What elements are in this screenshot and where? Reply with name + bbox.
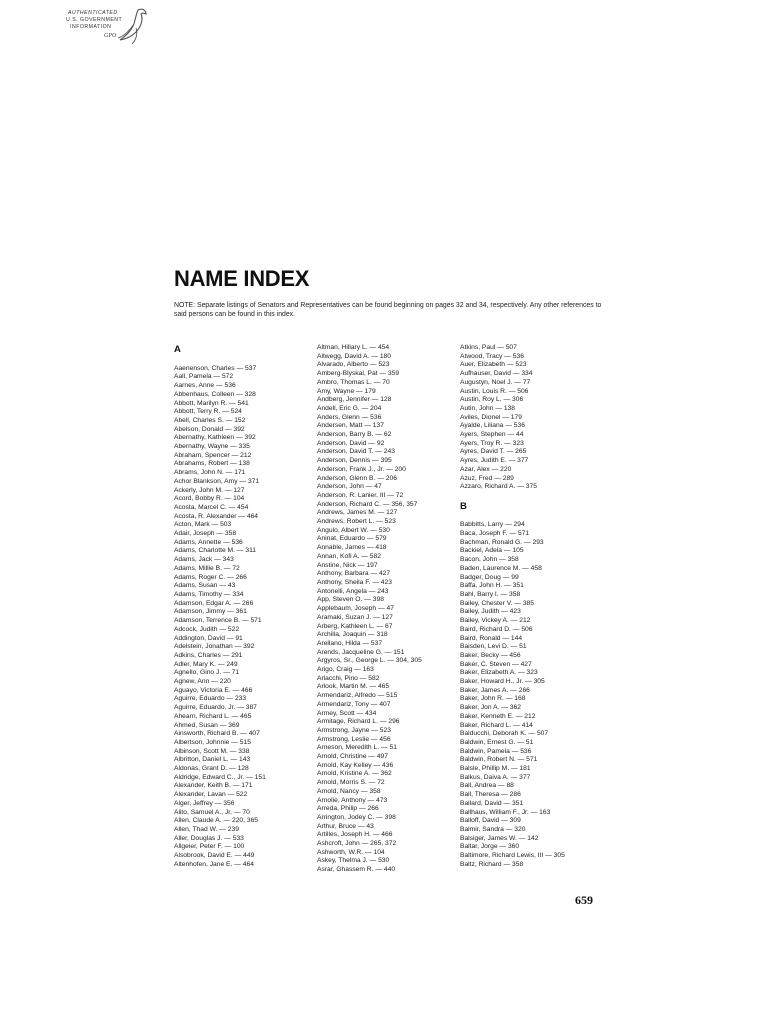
index-entry: Ainsworth, Richard B. — 407 bbox=[174, 730, 260, 738]
page-number: 659 bbox=[575, 893, 593, 907]
index-entry: Balsle, Phillip M. — 181 bbox=[460, 765, 531, 773]
index-entry: Aall, Pamela — 572 bbox=[174, 373, 234, 381]
index-entry: Baltz, Richard — 358 bbox=[460, 860, 524, 868]
index-entry: Abbott, Terry R. — 524 bbox=[174, 408, 242, 416]
index-entry: Armendariz, Tony — 407 bbox=[317, 700, 391, 708]
index-entry: Adler, Mary K. — 249 bbox=[174, 660, 238, 668]
index-entry: Allgeier, Peter F. — 100 bbox=[174, 843, 245, 851]
index-entry: Baker, C. Steven — 427 bbox=[460, 660, 532, 668]
index-entry: Adcock, Judith — 522 bbox=[174, 625, 240, 633]
index-entry: Anders, Glenn — 536 bbox=[317, 413, 382, 421]
index-entry: Abbenhaus, Colleen — 328 bbox=[174, 390, 256, 398]
index-entry: Adkins, Charles — 291 bbox=[174, 651, 243, 659]
index-entry: Allen, Claude A. — 220, 365 bbox=[174, 817, 259, 825]
index-entry: Armendariz, Alfredo — 515 bbox=[317, 692, 398, 700]
index-entry: Baca, Joseph F. — 571 bbox=[460, 530, 530, 538]
index-entry: Abernathy, Kathleen — 392 bbox=[174, 434, 256, 442]
index-entry: Bailey, Judith — 423 bbox=[460, 608, 521, 616]
index-entry: Anthony, Barbara — 427 bbox=[317, 570, 391, 578]
index-entry: Badger, Doug — 99 bbox=[460, 573, 519, 581]
index-entry: Applebaum, Joseph — 47 bbox=[317, 605, 394, 613]
index-entry: App, Steven O. — 398 bbox=[317, 596, 384, 604]
logo-line-authenticated: AUTHENTICATED bbox=[68, 10, 118, 16]
index-entry: Arends, Jacqueline G. — 151 bbox=[317, 648, 405, 656]
index-entry: Anderson, Barry B. — 62 bbox=[317, 431, 392, 439]
index-entry: Aufhauser, David — 334 bbox=[460, 370, 533, 378]
index-entry: Anderson, David — 92 bbox=[317, 439, 385, 447]
index-entry: Arnold, Kay Kelley — 436 bbox=[317, 761, 394, 769]
index-entry: Aguayo, Victoria E. — 466 bbox=[174, 686, 253, 694]
index-entry: Bailey, Vickey A. — 212 bbox=[460, 617, 531, 625]
index-entry: Adams, Charlotte M. — 311 bbox=[174, 547, 257, 555]
index-entry: Azar, Alex — 220 bbox=[460, 465, 512, 473]
index-entry: Anderson, Frank J., Jr. — 200 bbox=[317, 465, 406, 473]
index-entry: Ayers, Troy R. — 323 bbox=[460, 439, 524, 447]
index-entry: Arigo, Craig — 163 bbox=[317, 666, 374, 674]
index-entry: Arnold, Kristine A. — 362 bbox=[317, 770, 392, 778]
page-title: NAME INDEX bbox=[174, 266, 310, 291]
index-entry: Ayers, Stephen — 44 bbox=[460, 431, 524, 439]
index-entry: Arellano, Hilda — 537 bbox=[317, 639, 383, 647]
index-entry: Altenhofen, Jane E. — 464 bbox=[174, 860, 254, 868]
index-entry: Aldonas, Grant D. — 128 bbox=[174, 765, 249, 773]
index-entry: Altwegg, David A. — 180 bbox=[317, 352, 391, 360]
index-entry: Babbitts, Larry — 294 bbox=[460, 521, 525, 529]
index-entry: Baker, Richard L. — 414 bbox=[460, 721, 533, 729]
index-entry: Baltar, Jorge — 360 bbox=[460, 843, 520, 851]
index-entry: Adams, Annette — 536 bbox=[174, 538, 243, 546]
index-entry: Baffa, John H. — 351 bbox=[460, 582, 524, 590]
index-entry: Balkus, Daiva A. — 377 bbox=[460, 773, 531, 781]
index-entry: Albinson, Scott M. — 338 bbox=[174, 747, 250, 755]
index-entry: Atkins, Paul — 507 bbox=[460, 344, 517, 351]
index-entry: Arnold, Morris S. — 72 bbox=[317, 779, 385, 787]
index-entry: Azuz, Fred — 289 bbox=[460, 474, 514, 482]
index-entry: Baker, Elizabeth A. — 323 bbox=[460, 669, 538, 677]
index-entry: Ambro, Thomas L. — 70 bbox=[317, 378, 390, 386]
index-entry: Alito, Samuel A., Jr. — 70 bbox=[174, 808, 250, 816]
index-entry: Alexander, Keith B. — 171 bbox=[174, 782, 253, 790]
index-entry: Armey, Scott — 434 bbox=[317, 709, 377, 717]
index-entry: Ahmed, Susan — 369 bbox=[174, 721, 240, 729]
index-entry: Aaenenson, Charles — 537 bbox=[174, 364, 257, 372]
index-entry: Balsiger, James W. — 142 bbox=[460, 834, 539, 842]
index-entry: Abelson, Donald — 392 bbox=[174, 425, 245, 433]
index-entry: Abbott, Marilyn R. — 541 bbox=[174, 399, 249, 407]
index-entry: Adamson, Edgar A. — 266 bbox=[174, 599, 254, 607]
index-column-3 bbox=[460, 344, 565, 869]
index-entry: Auer, Elizabeth — 523 bbox=[460, 361, 527, 369]
index-entry: Ahearn, Richard L. — 465 bbox=[174, 712, 252, 720]
index-entry: Baltimore, Richard Lewis, III — 305 bbox=[460, 852, 565, 860]
index-entry: Ballard, David — 351 bbox=[460, 799, 524, 807]
index-entry: Ayres, David T. — 265 bbox=[460, 448, 527, 456]
index-entry: Anthony, Sheila F. — 423 bbox=[317, 578, 392, 586]
index-entry: Annable, James — 418 bbox=[317, 544, 387, 552]
index-entry: Aguirre, Eduardo — 233 bbox=[174, 695, 247, 703]
index-entry: Anderson, David T. — 243 bbox=[317, 448, 395, 456]
spacer bbox=[174, 356, 266, 365]
index-entry: Abell, Charles S. — 152 bbox=[174, 416, 246, 424]
spacer bbox=[460, 492, 565, 501]
section-letter-a: A bbox=[174, 344, 181, 355]
index-entry: Ackerly, John M. — 127 bbox=[174, 486, 245, 494]
index-entry: Balmir, Sandra — 320 bbox=[460, 825, 526, 833]
index-entry: Arrington, Jodey C. — 398 bbox=[317, 813, 396, 821]
index-entry: Angulo, Albert W. — 530 bbox=[317, 526, 390, 534]
index-entry: Alexander, Lavan — 522 bbox=[174, 791, 248, 799]
index-entry: Albertson, Johnnie — 515 bbox=[174, 738, 251, 746]
index-entry: Adams, Jack — 343 bbox=[174, 556, 234, 564]
index-entry: Ayalde, Liliana — 536 bbox=[460, 422, 525, 430]
index-entry: Agnew, Ann — 220 bbox=[174, 678, 231, 686]
index-entry: Acton, Mark — 503 bbox=[174, 521, 232, 529]
index-entry: Amy, Wayne — 179 bbox=[317, 387, 376, 395]
index-entry: Anderson, Richard C. — 356, 357 bbox=[317, 500, 418, 508]
index-entry: Atwood, Tracy — 536 bbox=[460, 352, 524, 360]
index-entry: Asrar, Ghassem R. — 440 bbox=[317, 866, 396, 874]
index-entry: Baker, Howard H., Jr. — 305 bbox=[460, 678, 545, 686]
index-entry: Anderson, Glenn B. — 206 bbox=[317, 474, 397, 482]
index-entry: Baldwin, Pamela — 536 bbox=[460, 747, 532, 755]
index-column-2 bbox=[317, 344, 422, 875]
index-entry: Aramaki, Suzan J. — 127 bbox=[317, 613, 393, 621]
index-entry: Aarnes, Anne — 536 bbox=[174, 382, 236, 390]
index-entry: Annan, Kofi A. — 582 bbox=[317, 552, 381, 560]
spacer bbox=[460, 513, 565, 522]
index-entry: Allen, Thad W. — 239 bbox=[174, 825, 239, 833]
index-entry: Baker, Kenneth E. — 212 bbox=[460, 712, 536, 720]
index-entry: Anderson, R. Lanier, III — 72 bbox=[317, 491, 404, 499]
index-entry: Azzaro, Richard A. — 375 bbox=[460, 483, 537, 491]
index-entry: Andrews, James M. — 127 bbox=[317, 509, 398, 517]
index-entry: Askey, Thelma J. — 530 bbox=[317, 857, 390, 865]
index-entry: Arlacchi, Pino — 582 bbox=[317, 674, 380, 682]
index-entry: Acosta, R. Alexander — 464 bbox=[174, 512, 259, 520]
index-entry: Balloff, David — 309 bbox=[460, 817, 521, 825]
index-entry: Arberg, Kathleen L. — 67 bbox=[317, 622, 393, 630]
section-letter-b: B bbox=[460, 500, 467, 512]
index-entry: Austin, Louis R. — 506 bbox=[460, 387, 529, 395]
index-entry: Armstrong, Jayne — 523 bbox=[317, 726, 391, 734]
index-note: NOTE: Separate listings of Senators and Representatives can be found beginning on pages 32 and 34, respectively. Any other references to said persons can be found in this index. bbox=[174, 302, 602, 318]
index-entry: Ayres, Judith E. — 377 bbox=[460, 457, 529, 465]
index-entry: Anderson, Dennis — 395 bbox=[317, 457, 392, 465]
index-entry: Austin, Roy L. — 306 bbox=[460, 396, 524, 404]
index-entry: Archilla, Joaquin — 318 bbox=[317, 631, 388, 639]
index-entry: Ashworth, W.R. — 104 bbox=[317, 848, 385, 856]
index-entry: Baker, James A. — 266 bbox=[460, 686, 530, 694]
index-entry: Bailey, Chester V. — 385 bbox=[460, 599, 534, 607]
index-entry: Arreda, Philip — 266 bbox=[317, 805, 379, 813]
index-entry: Adamson, Jimmy — 361 bbox=[174, 608, 247, 616]
index-entry: Andell, Eric G. — 204 bbox=[317, 404, 382, 412]
logo-gpo: GPO bbox=[104, 33, 117, 39]
index-entry: Bacon, John — 358 bbox=[460, 556, 519, 564]
index-entry: Baird, Richard D. — 506 bbox=[460, 625, 533, 633]
index-entry: Adams, Timothy — 334 bbox=[174, 590, 244, 598]
index-entry: Baldwin, Robert N. — 571 bbox=[460, 756, 538, 764]
index-entry: Baker, Jon A. — 362 bbox=[460, 704, 521, 712]
index-entry: Bahl, Barry I. — 358 bbox=[460, 590, 521, 598]
index-entry: Adams, Susan — 43 bbox=[174, 582, 236, 590]
index-entry: Altman, Hillary L. — 454 bbox=[317, 344, 390, 351]
index-entry: Alvarado, Alberto — 523 bbox=[317, 361, 390, 369]
index-entry: Adams, Millie B. — 72 bbox=[174, 564, 240, 572]
index-entry: Antonelli, Angela — 243 bbox=[317, 587, 389, 595]
index-entry: Acord, Bobby R. — 104 bbox=[174, 495, 245, 503]
index-entry: Autin, John — 138 bbox=[460, 404, 516, 412]
index-entry: Aninat, Eduardo — 579 bbox=[317, 535, 387, 543]
index-entry: Arnold, Nancy — 358 bbox=[317, 787, 381, 795]
index-entry: Alsobrook, David E. — 449 bbox=[174, 852, 255, 860]
index-entry: Arnold, Christine — 497 bbox=[317, 753, 388, 761]
index-entry: Adair, Joseph — 358 bbox=[174, 530, 237, 538]
index-entry: Bachman, Ronald G. — 293 bbox=[460, 538, 544, 546]
index-entry: Ball, Theresa — 286 bbox=[460, 791, 521, 799]
index-entry: Arnolie, Anthony — 473 bbox=[317, 796, 388, 804]
index-entry: Aguirre, Eduardo, Jr. — 387 bbox=[174, 704, 257, 712]
index-entry: Baird, Ronald — 144 bbox=[460, 634, 523, 642]
index-entry: Baisden, Levi D. — 51 bbox=[460, 643, 527, 651]
index-entry: Backiel, Adela — 105 bbox=[460, 547, 524, 555]
index-entry: Baker, Becky — 456 bbox=[460, 651, 521, 659]
index-entry: Amberg-Blyskal, Pat — 359 bbox=[317, 370, 400, 378]
eagle-icon bbox=[116, 6, 150, 46]
index-column-1 bbox=[174, 344, 266, 869]
index-entry: Aldridge, Edward C., Jr. — 151 bbox=[174, 773, 266, 781]
index-entry: Abrahams, Robert — 138 bbox=[174, 460, 250, 468]
index-entry: Baker, John R. — 168 bbox=[460, 695, 526, 703]
index-entry: Andersen, Matt — 137 bbox=[317, 422, 384, 430]
index-entry: Baldwin, Ernest G. — 51 bbox=[460, 738, 534, 746]
index-entry: Agnello, Gino J. — 71 bbox=[174, 669, 240, 677]
index-entry: Anstine, Nick — 197 bbox=[317, 561, 378, 569]
index-entry: Arneson, Meredith L. — 51 bbox=[317, 744, 397, 752]
index-entry: Abrams, John N. — 171 bbox=[174, 469, 246, 477]
index-entry: Acosta, Marcel C. — 454 bbox=[174, 503, 249, 511]
index-entry: Augustyn, Noel J. — 77 bbox=[460, 378, 531, 386]
gpo-authentication-logo bbox=[62, 6, 148, 50]
index-entry: Alger, Jeffrey — 356 bbox=[174, 799, 235, 807]
index-entry: Abraham, Spencer — 212 bbox=[174, 451, 252, 459]
index-entry: Addington, David — 91 bbox=[174, 634, 243, 642]
index-entry: Albritton, Daniel L. — 143 bbox=[174, 756, 251, 764]
index-entry: Andrews, Robert L. — 523 bbox=[317, 518, 396, 526]
index-entry: Abernathy, Wayne — 335 bbox=[174, 443, 250, 451]
index-entry: Adelstein, Jonathan — 392 bbox=[174, 643, 255, 651]
index-entry: Balducchi, Deborah K. — 507 bbox=[460, 730, 549, 738]
index-entry: Argyros, Sr., George L. — 304, 305 bbox=[317, 657, 422, 665]
index-entry: Adams, Roger C. — 266 bbox=[174, 573, 247, 581]
index-entry: Arlook, Martin M. — 465 bbox=[317, 683, 390, 691]
index-entry: Aviles, Dionel — 179 bbox=[460, 413, 522, 421]
index-entry: Baden, Laurence M. — 458 bbox=[460, 564, 542, 572]
index-entry: Armstrong, Leslie — 456 bbox=[317, 735, 391, 743]
index-entry: Ball, Andrea — 88 bbox=[460, 782, 514, 790]
index-entry: Arthur, Bruce — 43 bbox=[317, 822, 374, 830]
logo-line-information: INFORMATION bbox=[70, 24, 112, 30]
index-entry: Achor Blankson, Amy — 371 bbox=[174, 477, 260, 485]
index-entry: Aller, Douglas J. — 533 bbox=[174, 834, 244, 842]
index-entry: Andberg, Jennifer — 128 bbox=[317, 396, 392, 404]
index-entry: Ashcroft, John — 265, 372 bbox=[317, 840, 397, 848]
logo-line-government: U.S. GOVERNMENT bbox=[66, 17, 123, 23]
index-entry: Armitage, Richard L. — 296 bbox=[317, 718, 400, 726]
index-entry: Ballhaus, William F., Jr. — 163 bbox=[460, 808, 551, 816]
index-entry: Anderson, John — 47 bbox=[317, 483, 382, 491]
index-entry: Adamson, Terrence B. — 571 bbox=[174, 617, 262, 625]
index-entry: Artilles, Joseph H. — 466 bbox=[317, 831, 393, 839]
